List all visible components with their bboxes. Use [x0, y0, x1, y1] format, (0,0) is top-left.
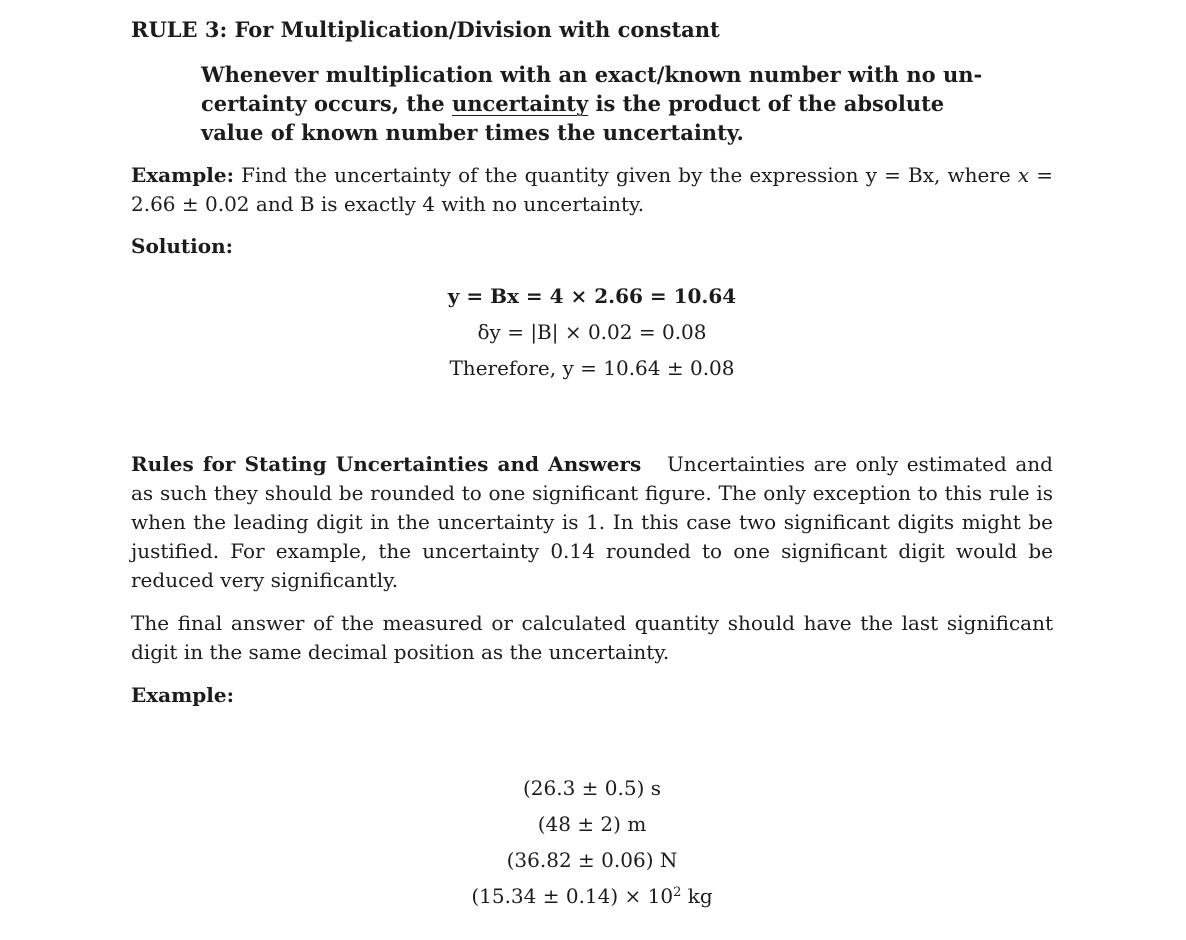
example2-values	[131, 770, 1053, 914]
example1-paragraph	[131, 161, 1053, 219]
example2-value-1: (26.3 ± 0.5) s	[522, 776, 662, 800]
example2-value-4-base: (15.34 ± 0.14) × 10	[471, 884, 674, 908]
solution-equation-2: δy = |B| × 0.02 = 0.08	[477, 320, 707, 344]
rule3-underlined-word: uncertainty	[451, 91, 589, 116]
example2-value-4	[131, 878, 1053, 914]
example1-text1: Find the uncertainty of the quantity given by the expression y = Bx, where	[233, 163, 1018, 187]
example2-value-4-exponent: 2	[673, 885, 682, 900]
example2-label: Example:	[131, 683, 234, 707]
solution-label: Solution:	[131, 234, 234, 258]
example2-value-3: (36.82 ± 0.06) N	[506, 848, 678, 872]
rule3-statement-part1: Whenever multiplication with an exact/known number with no uncertainty occurs, the	[201, 62, 983, 116]
rule3-heading: RULE 3: For Multiplication/Division with constant	[131, 17, 720, 42]
solution-equation-1: y = Bx = 4 × 2.66 = 10.64	[447, 284, 737, 308]
solution-equation-3: Therefore, y = 10.64 ± 0.08	[449, 356, 735, 380]
example1-x-variable: x	[1017, 163, 1030, 187]
final-answer-paragraph: The final answer of the measured or calculated quantity should have the last significant digit in the same decimal position as the uncertainty.	[131, 611, 1053, 664]
example1-text2: = 2.66 ± 0.02 and B is exactly 4 with no uncertainty.	[131, 163, 1053, 216]
rule3-statement-part2: is the product of the absolute value of known number times the uncertainty.	[201, 91, 945, 145]
example2-value-4-unit: kg	[681, 884, 713, 908]
rules-stating-heading: Rules for Stating Uncertainties and Answers	[131, 452, 642, 476]
rule3-statement	[201, 60, 1001, 147]
rules-stating-paragraph	[131, 450, 1053, 595]
example2-value-2: (48 ± 2) m	[537, 812, 647, 836]
example1-label: Example:	[131, 163, 234, 187]
rules-stating-body: Uncertainties are only estimated and as such they should be rounded to one significant figure. The only exception to this rule is when the leading digit in the uncertainty is 1. In this case two significant digits might be justified. For example, the uncertainty 0.14 rounded to one significant digit would be reduced very significantly.	[131, 452, 1053, 592]
solution-equations	[131, 278, 1053, 386]
